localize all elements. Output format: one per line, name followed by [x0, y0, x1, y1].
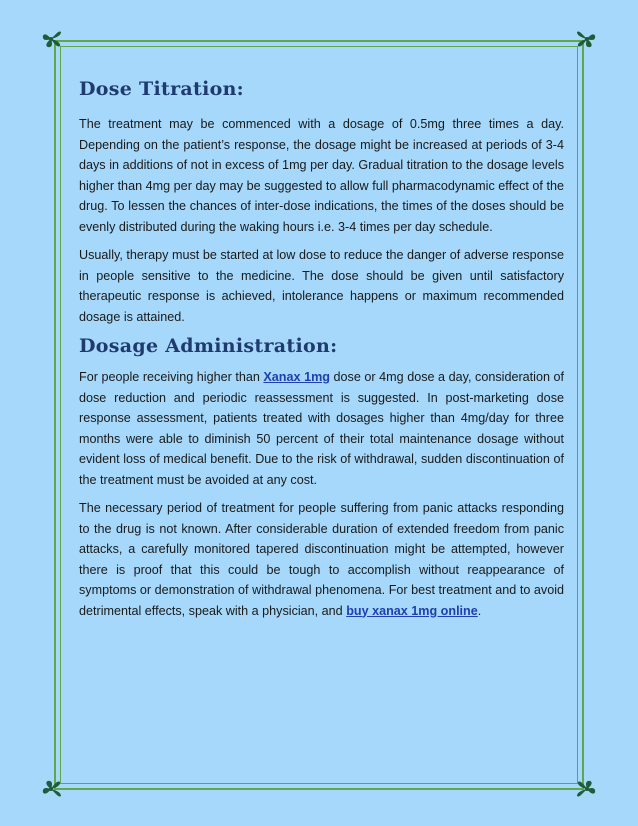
- flourish-ornament-icon: [40, 778, 62, 800]
- paragraph-text: .: [477, 603, 482, 618]
- paragraph: The treatment may be commenced with a dosage of 0.5mg three times a day. Depending on the patient’s response, the dosage might be increased at periods of 3-4 days in additions of not in excess of 1mg per day. Gradual titration to the dosage levels higher than 4mg per day may be suggested to allow full pharmacodynamic effect of the drug. To lessen the chances of inter-dose indications, the times of the doses should be evenly distributed during the waking hours i.e. 3-4 times per day schedule.: [79, 117, 564, 234]
- paragraph: [79, 367, 564, 490]
- flourish-ornament-icon: [40, 28, 62, 50]
- section-heading-dose-titration: Dose Titration:: [79, 78, 244, 100]
- paragraph: Usually, therapy must be started at low dose to reduce the danger of adverse response in people sensitive to the medicine. The dose should be given until satisfactory therapeutic response is achieved, intolerance happens or maximum recommended dosage is attained.: [79, 248, 564, 324]
- buy-xanax-online-link[interactable]: buy xanax 1mg online: [346, 603, 478, 618]
- paragraph-text: dose or 4mg dose a day, consideration of dose reduction and periodic reassessment is suggested. In post-marketing dose response assessment, patients treated with dosages higher than 4mg/day for three months were able to diminish 50 percent of their total maintenance dosage without evident loss of medical benefit. Due to the risk of withdrawal, sudden discontinuation of the treatment must be avoided at any cost.: [79, 370, 565, 487]
- flourish-ornament-icon: [576, 28, 598, 50]
- paragraph-text: The necessary period of treatment for people suffering from panic attacks responding to the drug is not known. After considerable duration of extended freedom from panic attacks, a carefully monitored tapered discontinuation might be attempted, however there is proof that this could be tough to accomplish without reappearance of symptoms or demonstration of withdrawal phenomena. For best treatment and to avoid detrimental effects, speak with a physician, and: [79, 501, 564, 618]
- paragraph-text: For people receiving higher than: [79, 370, 264, 384]
- document-body: [79, 78, 564, 629]
- flourish-ornament-icon: [576, 778, 598, 800]
- section-heading-dosage-administration: Dosage Administration:: [79, 335, 338, 357]
- paragraph: [79, 498, 564, 621]
- xanax-1mg-link[interactable]: Xanax 1mg: [263, 370, 330, 384]
